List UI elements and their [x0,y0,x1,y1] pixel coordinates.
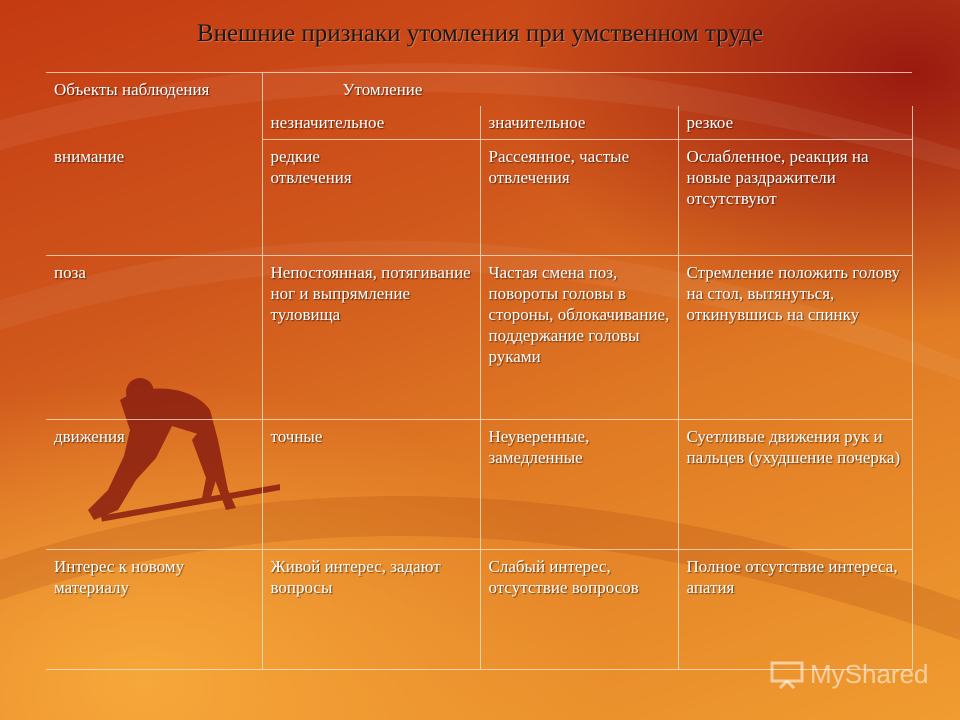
cell-slight [262,140,480,256]
header-fatigue: Утомление [262,73,912,107]
header-objects: Объекты наблюдения [46,73,262,140]
cell-slight: точные [262,420,480,550]
presentation-icon [770,659,804,689]
cell-slight: Непостоянная, потягивание ног и выпрямление туловища [262,256,480,420]
cell-slight: Живой интерес, задают вопросы [262,550,480,670]
cell-sharp: Ослабленное, реакция на новые раздражители отсутствуют [678,140,912,256]
row-object: Интерес к новому материалу [46,550,262,670]
header-significant: значительное [480,106,678,140]
cell-significant: Частая смена поз, повороты головы в стороны, облокачивание, поддержание головы руками [480,256,678,420]
watermark-logo [770,656,929,692]
watermark-text: MyShared [810,658,929,689]
cell-significant: Слабый интерес, отсутствие вопросов [480,550,678,670]
cell-text: редкие отвлечения [270,147,352,187]
cell-sharp: Стремление положить голову на стол, вытянуться, откинувшись на спинку [678,256,912,420]
header-sharp: резкое [678,106,912,140]
cell-sharp: Полное отсутствие интереса, апатия [678,550,912,670]
page-title: Внешние признаки утомления при умственном труде [196,20,764,47]
fatigue-signs-table [46,72,913,670]
header-slight: незначительное [262,106,480,140]
cell-significant: Неуверенные, замедленные [480,420,678,550]
row-object: внимание [54,146,125,166]
cell-significant: Рассеянное, частые отвлечения [480,140,678,256]
row-object: поза [46,256,262,420]
row-object: движения [46,420,262,550]
cell-sharp: Суетливые движения рук и пальцев (ухудшение почерка) [678,420,912,550]
